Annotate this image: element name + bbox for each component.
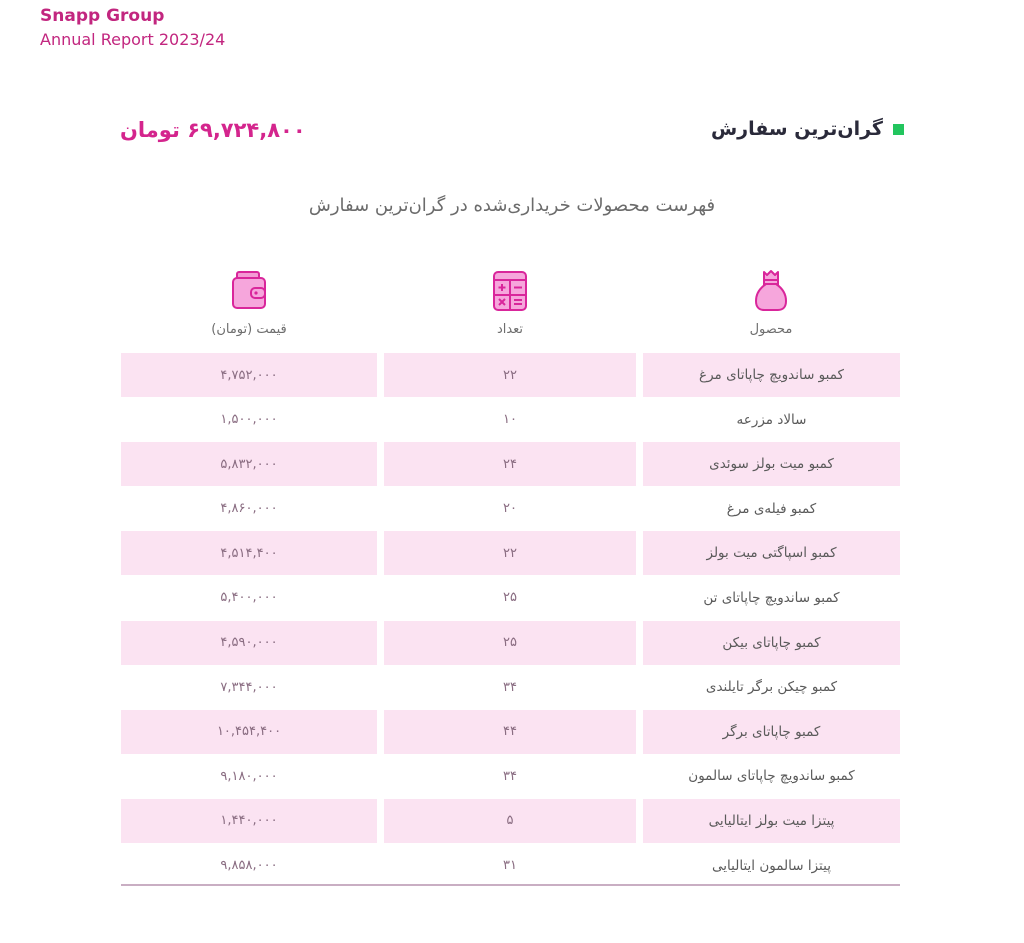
table-row [121, 799, 900, 844]
table-row [121, 487, 900, 532]
count-cell: ۳۴ [503, 679, 517, 695]
table-subtitle: فهرست محصولات خریداری‌شده در گران‌ترین سفارش [308, 195, 716, 216]
product-cell: پیتزا سالمون ایتالیایی [712, 857, 831, 874]
price-cell: ۴,۸۶۰,۰۰۰ [220, 501, 278, 517]
count-cell: ۳۴ [503, 768, 517, 784]
table-row [121, 531, 900, 576]
products-table [121, 353, 900, 888]
brand-header [40, 4, 225, 52]
product-cell: کمبو چیکن برگر تایلندی [705, 679, 838, 696]
table-row [121, 353, 900, 398]
count-cell: ۲۴ [384, 442, 636, 486]
product-cell: سالاد مزرعه [736, 411, 807, 428]
report-title: Annual Report 2023/24 [40, 30, 226, 49]
brand-name: Snapp Group [40, 6, 165, 26]
count-cell: ۱۰ [503, 412, 517, 428]
count-cell: ۳۱ [503, 858, 517, 874]
price-cell: ۱۰,۴۵۴,۴۰۰ [121, 710, 377, 754]
price-cell: ۴,۵۱۴,۴۰۰ [121, 531, 377, 575]
table-row [121, 398, 900, 443]
count-cell: ۲۲ [384, 531, 636, 575]
price-cell: ۷,۳۴۴,۰۰۰ [220, 679, 278, 695]
green-square-bullet-icon [893, 124, 904, 135]
price-cell: ۴,۵۹۰,۰۰۰ [121, 621, 377, 665]
bag-icon [749, 268, 793, 314]
table-row [121, 665, 900, 710]
wallet-icon [227, 268, 271, 314]
price-cell: ۱,۴۴۰,۰۰۰ [121, 799, 377, 843]
price-cell: ۱,۵۰۰,۰۰۰ [220, 412, 278, 428]
count-cell: ۲۲ [384, 353, 636, 397]
count-cell: ۲۰ [503, 501, 517, 517]
product-cell: کمبو فیله‌ی مرغ [726, 500, 817, 517]
column-label-product: محصول [749, 322, 793, 337]
section-title-label: گران‌ترین سفارش [710, 118, 883, 140]
price-cell: ۴,۷۵۲,۰۰۰ [121, 353, 377, 397]
column-label-price: قیمت (تومان) [211, 322, 287, 337]
price-cell: ۵,۴۰۰,۰۰۰ [220, 590, 278, 606]
total-amount: ۶۹,۷۲۴,۸۰۰ تومان [120, 118, 306, 142]
count-cell: ۵ [384, 799, 636, 843]
table-row [121, 844, 900, 889]
column-header-product [701, 268, 841, 337]
product-cell: پیتزا میت بولز ایتالیایی [643, 799, 900, 843]
table-row [121, 621, 900, 666]
product-cell: کمبو چاپاتای برگر [643, 710, 900, 754]
count-cell: ۲۵ [384, 621, 636, 665]
product-cell: کمبو ساندویچ چاپاتای مرغ [643, 353, 900, 397]
product-cell: کمبو چاپاتای بیکن [643, 621, 900, 665]
table-row [121, 576, 900, 621]
price-cell: ۵,۸۳۲,۰۰۰ [121, 442, 377, 486]
column-header-count [440, 268, 580, 337]
column-header-price [179, 268, 319, 337]
product-cell: کمبو میت بولز سوئدی [643, 442, 900, 486]
section-title [711, 118, 904, 140]
table-row [121, 754, 900, 799]
calculator-icon [488, 268, 532, 314]
price-cell: ۹,۸۵۸,۰۰۰ [220, 858, 278, 874]
price-cell: ۹,۱۸۰,۰۰۰ [220, 768, 278, 784]
product-cell: کمبو ساندویچ چاپاتای تن [703, 589, 840, 606]
table-row [121, 710, 900, 755]
column-label-count: تعداد [496, 322, 524, 337]
product-cell: کمبو ساندویچ چاپاتای سالمون [688, 768, 855, 785]
count-cell: ۲۵ [503, 590, 517, 606]
table-row [121, 442, 900, 487]
product-cell: کمبو اسپاگتی میت بولز [643, 531, 900, 575]
table-bottom-divider [121, 884, 900, 886]
count-cell: ۴۴ [384, 710, 636, 754]
